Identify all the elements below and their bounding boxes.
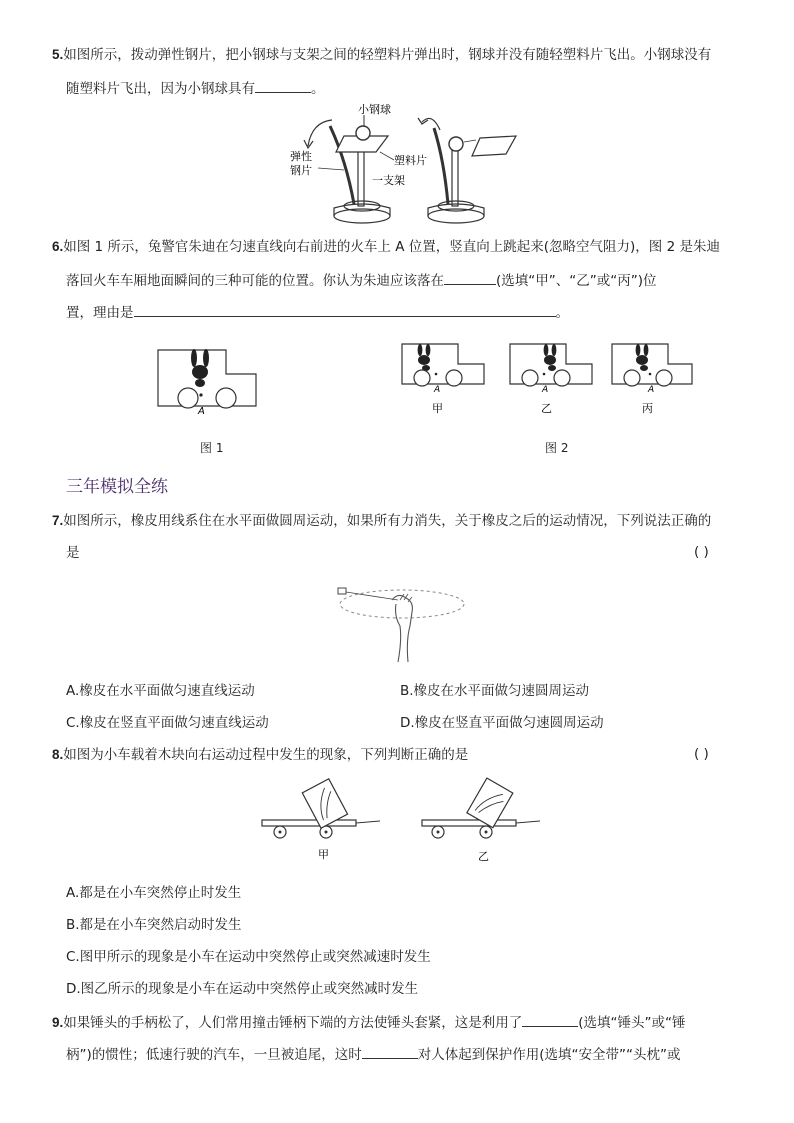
q8-line1: 8.如图为小车载着木块向右运动过程中发生的现象，下列判断正确的是 [52, 747, 469, 763]
q5-label-plastic: 塑料片 [394, 154, 427, 167]
q7-option-a[interactable]: A.橡皮在水平面做匀速直线运动 [66, 683, 255, 699]
q9-number: 9. [52, 1015, 64, 1030]
q8-option-d[interactable]: D.图乙所示的现象是小车在运动中突然停止或突然减时发生 [66, 981, 419, 997]
q8-option-a[interactable]: A.都是在小车突然停止时发生 [66, 885, 242, 901]
q6-line2: 落回火车车厢地面瞬间的三种可能的位置。你认为朱迪应该落在 (选填“甲”、“乙”或“丙”)位 [66, 270, 657, 290]
q7-line1: 7.如图所示，橡皮用线系住在水平面做圆周运动，如果所有力消失，关于橡皮之后的运动情况，下列说法正确的 [52, 513, 712, 529]
q7-option-b[interactable]: B.橡皮在水平面做匀速圆周运动 [400, 683, 590, 699]
q5-label-ball: 小钢球 [358, 103, 391, 116]
q6-fig2-point-a-3: A [648, 385, 655, 395]
q5-figure [280, 100, 520, 230]
q5-label-stand: 一支架 [372, 174, 405, 187]
q6-fig2-point-a-1: A [434, 385, 441, 395]
q8-option-c[interactable]: C.图甲所示的现象是小车在运动中突然停止或突然减速时发生 [66, 949, 431, 965]
q9-line1: 9.如果锤头的手柄松了，人们常用撞击锤柄下端的方法使锤头套紧，这是利用了 (选填“锤头”或“锤 [52, 1012, 686, 1032]
q6-fig2-label-yi: 乙 [541, 402, 552, 415]
q8-figure [256, 770, 556, 870]
q9-line2: 柄”)的惯性；低速行驶的汽车，一旦被追尾，这时 对人体起到保护作用(选填“安全带”“头枕”或 [66, 1044, 681, 1064]
q7-number: 7. [52, 513, 64, 528]
q9-blank-2[interactable] [362, 1044, 418, 1059]
q5-line1: 5.如图所示，拨动弹性钢片，把小钢球与支架之间的轻塑料片弹出时，钢球并没有随轻塑料片飞出。小钢球没有 [52, 47, 712, 63]
q8-label-yi: 乙 [478, 850, 489, 863]
q6-number: 6. [52, 239, 64, 254]
q6-figure2-caption: 图 2 [545, 441, 569, 455]
q7-figure [322, 570, 472, 670]
q5-label-spring2: 钢片 [290, 164, 312, 177]
q5-blank[interactable] [255, 78, 311, 93]
q8-number: 8. [52, 747, 64, 762]
q6-line1: 6.如图 1 所示，兔警官朱迪在匀速直线向右前进的火车上 A 位置，竖直向上跳起来(忽略空气阻力)，图 2 是朱迪 [52, 239, 720, 255]
q8-label-jia: 甲 [318, 848, 329, 861]
q7-answer-paren[interactable]: ( ) [694, 544, 709, 560]
q8-option-b[interactable]: B.都是在小车突然启动时发生 [66, 917, 242, 933]
q7-option-c[interactable]: C.橡皮在竖直平面做匀速直线运动 [66, 715, 269, 731]
q6-line3: 置，理由是 。 [66, 302, 569, 322]
q6-point-a: A [198, 406, 205, 417]
q5-number: 5. [52, 47, 64, 62]
q6-figure1 [150, 340, 270, 430]
q9-blank-1[interactable] [522, 1012, 578, 1027]
q6-fig2-label-jia: 甲 [432, 402, 443, 415]
q6-blank-position[interactable] [444, 270, 496, 285]
q5-line2: 随塑料片飞出，因为小钢球具有 。 [66, 78, 325, 98]
q5-label-spring1: 弹性 [290, 150, 312, 163]
q6-fig2-label-bing: 丙 [642, 402, 653, 415]
q7-line2: 是 [66, 545, 80, 561]
q6-fig2-point-a-2: A [542, 385, 549, 395]
q6-figure2 [398, 338, 698, 418]
q7-option-d[interactable]: D.橡皮在竖直平面做匀速圆周运动 [400, 715, 604, 731]
q8-answer-paren[interactable]: ( ) [694, 746, 709, 762]
section-title: 三年模拟全练 [66, 477, 168, 497]
q6-figure1-caption: 图 1 [200, 441, 224, 455]
q6-blank-reason[interactable] [134, 302, 556, 317]
